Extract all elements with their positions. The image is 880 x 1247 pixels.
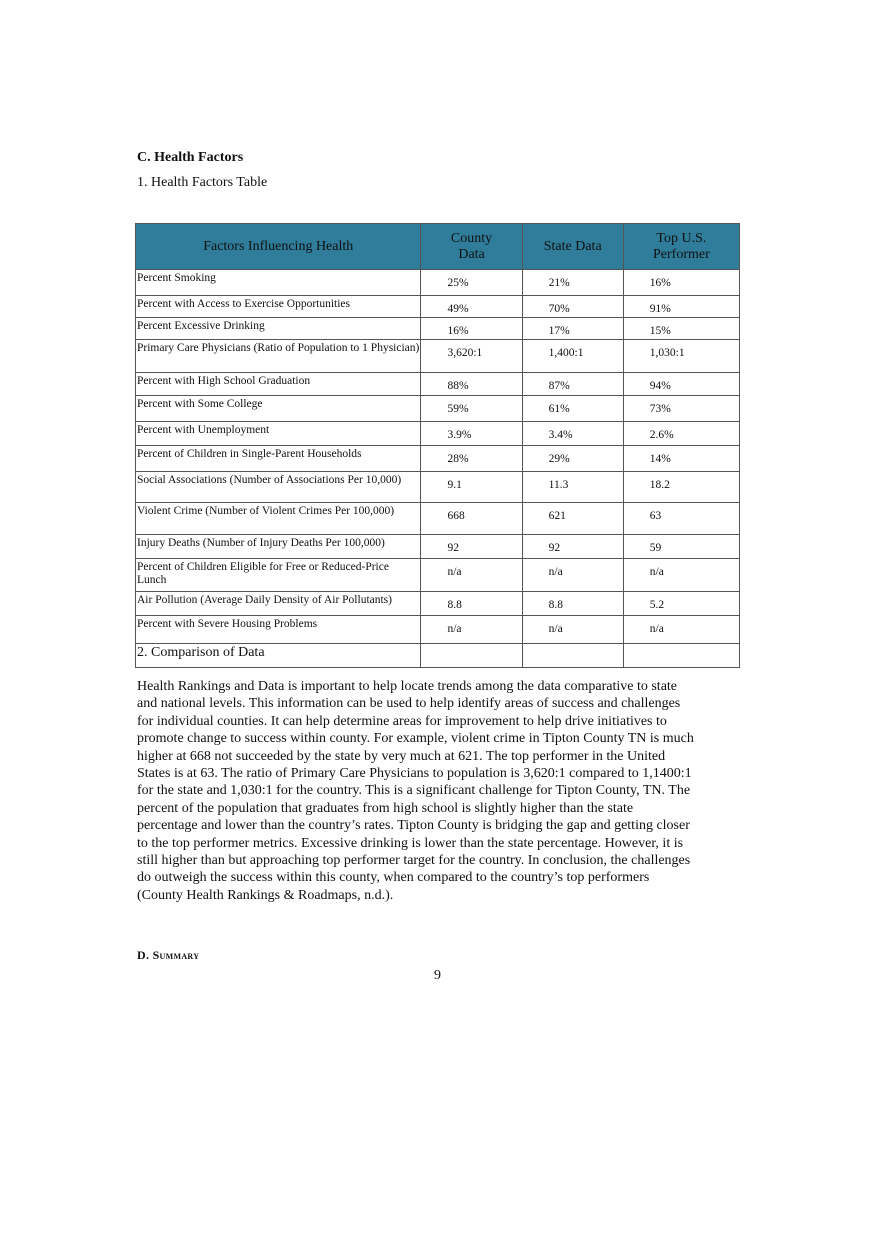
county-value-cell: 3.9% <box>421 422 522 446</box>
state-value-cell <box>522 644 623 668</box>
state-value-cell: n/a <box>522 616 623 644</box>
factor-cell: Percent with Some College <box>136 396 421 422</box>
state-value-cell: n/a <box>522 559 623 592</box>
factor-cell: Air Pollution (Average Daily Density of Air Pollutants) <box>136 592 421 616</box>
county-value-cell: 9.1 <box>421 472 522 503</box>
health-factors-table-container <box>135 223 740 668</box>
top-performer-value-cell: 16% <box>623 270 739 296</box>
table-row <box>136 373 740 396</box>
top-performer-value-cell: 14% <box>623 446 739 472</box>
table-row <box>136 340 740 373</box>
table-row <box>136 270 740 296</box>
summary-heading-text: D. Summary <box>137 948 200 962</box>
comparison-paragraph: Health Rankings and Data is important to help locate trends among the data comparative to state and national levels. This information can be used to help identify areas of success and challenges for individual counties. It can help determine areas for improvement to help drive initiatives to promote change to success within county. For example, violent crime in Tipton County TN is much higher at 668 not succeeded by the state by very much at 621. The top performer in the United States is at 63. The ratio of Primary Care Physicians to population is 3,620:1 compared to 1,1400:1 for the state and 1,030:1 for the country. This is a significant challenge for Tipton County, TN. The percent of the population that graduates from high school is slightly higher than the state percentage and lower than the country’s rates. Tipton County is bridging the gap and getting closer to the top performer metrics. Excessive drinking is lower than the state percentage. However, it is still higher than but approaching top performer target for the country. In conclusion, the challenges do outweigh the success within this county, when compared to the country’s top performers (County Health Rankings & Roadmaps, n.d.). <box>137 679 694 903</box>
factor-cell: Percent with High School Graduation <box>136 373 421 396</box>
top-performer-value-cell: n/a <box>623 616 739 644</box>
table-row <box>136 592 740 616</box>
county-value-cell: 88% <box>421 373 522 396</box>
table-row <box>136 296 740 318</box>
top-performer-value-cell: 2.6% <box>623 422 739 446</box>
header-factors: Factors Influencing Health <box>136 224 421 270</box>
state-value-cell: 61% <box>522 396 623 422</box>
factor-cell: Primary Care Physicians (Ratio of Population to 1 Physician) <box>136 340 421 373</box>
county-value-cell: 668 <box>421 503 522 535</box>
page-number: 9 <box>434 968 441 983</box>
top-performer-value-cell: 5.2 <box>623 592 739 616</box>
state-value-cell: 3.4% <box>522 422 623 446</box>
factor-cell: Percent Smoking <box>136 270 421 296</box>
factor-cell: Percent of Children Eligible for Free or Reduced-Price Lunch <box>136 559 421 592</box>
top-performer-value-cell: 91% <box>623 296 739 318</box>
table-subheading: 1. Health Factors Table <box>137 175 268 190</box>
header-top-performer: Top U.S. Performer <box>623 224 739 270</box>
factor-cell: Percent Excessive Drinking <box>136 318 421 340</box>
state-value-cell: 29% <box>522 446 623 472</box>
county-value-cell: 3,620:1 <box>421 340 522 373</box>
health-factors-table <box>135 223 740 668</box>
state-value-cell: 11.3 <box>522 472 623 503</box>
county-value-cell: 25% <box>421 270 522 296</box>
factor-cell: Social Associations (Number of Associations Per 10,000) <box>136 472 421 503</box>
state-value-cell: 87% <box>522 373 623 396</box>
state-value-cell: 8.8 <box>522 592 623 616</box>
county-value-cell: n/a <box>421 559 522 592</box>
top-performer-value-cell: n/a <box>623 559 739 592</box>
county-value-cell: 49% <box>421 296 522 318</box>
top-performer-value-cell: 18.2 <box>623 472 739 503</box>
top-performer-value-cell: 73% <box>623 396 739 422</box>
header-county-data: County Data <box>421 224 522 270</box>
county-value-cell: 59% <box>421 396 522 422</box>
state-value-cell: 92 <box>522 535 623 559</box>
table-row <box>136 396 740 422</box>
table-row <box>136 318 740 340</box>
top-performer-value-cell: 63 <box>623 503 739 535</box>
table-row <box>136 446 740 472</box>
table-row <box>136 422 740 446</box>
top-performer-value-cell: 59 <box>623 535 739 559</box>
county-value-cell: 16% <box>421 318 522 340</box>
table-row <box>136 559 740 592</box>
state-value-cell: 70% <box>522 296 623 318</box>
comparison-heading: 2. Comparison of Data <box>137 645 265 660</box>
table-row <box>136 616 740 644</box>
county-value-cell: 92 <box>421 535 522 559</box>
factor-cell: Percent of Children in Single-Parent Households <box>136 446 421 472</box>
table-row <box>136 535 740 559</box>
state-value-cell: 621 <box>522 503 623 535</box>
state-value-cell: 17% <box>522 318 623 340</box>
table-row <box>136 472 740 503</box>
section-heading: C. Health Factors <box>137 150 244 165</box>
top-performer-value-cell: 94% <box>623 373 739 396</box>
header-state-data: State Data <box>522 224 623 270</box>
state-value-cell: 21% <box>522 270 623 296</box>
factor-cell: Injury Deaths (Number of Injury Deaths Per 100,000) <box>136 535 421 559</box>
factor-cell: Percent with Access to Exercise Opportunities <box>136 296 421 318</box>
factor-cell: Violent Crime (Number of Violent Crimes Per 100,000) <box>136 503 421 535</box>
county-value-cell <box>421 644 522 668</box>
summary-heading <box>137 948 199 963</box>
factor-cell: Percent with Unemployment <box>136 422 421 446</box>
county-value-cell: n/a <box>421 616 522 644</box>
county-value-cell: 8.8 <box>421 592 522 616</box>
county-value-cell: 28% <box>421 446 522 472</box>
table-header-row <box>136 224 740 270</box>
top-performer-value-cell <box>623 644 739 668</box>
factor-cell: Percent with Severe Housing Problems <box>136 616 421 644</box>
state-value-cell: 1,400:1 <box>522 340 623 373</box>
top-performer-value-cell: 15% <box>623 318 739 340</box>
table-row <box>136 503 740 535</box>
top-performer-value-cell: 1,030:1 <box>623 340 739 373</box>
